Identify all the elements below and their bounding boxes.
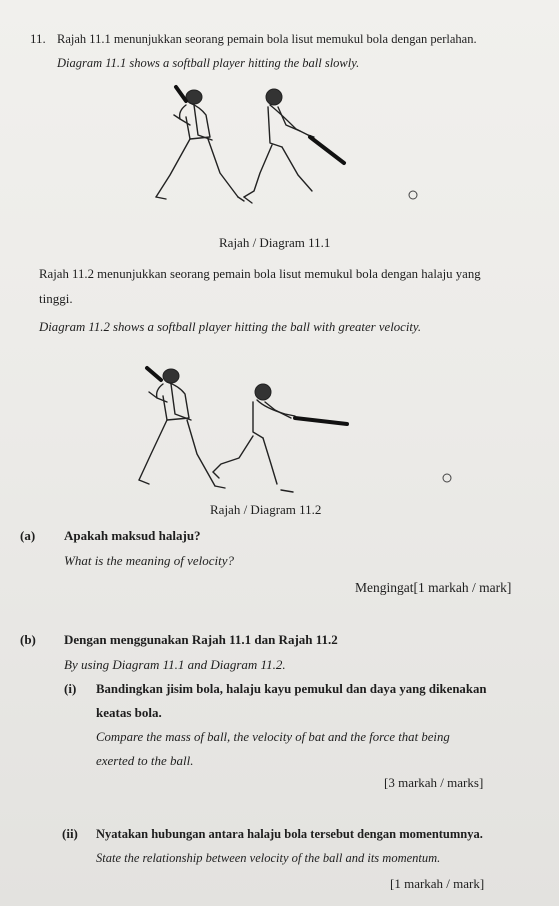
diagram-11-2-figure <box>135 362 465 497</box>
batter-stance-figure <box>156 87 244 201</box>
batter-stance-figure-2 <box>139 368 225 488</box>
part-a-marks: Mengingat[1 markah / mark] <box>355 580 512 595</box>
part-b-ii-marks: [1 markah / mark] <box>390 876 485 891</box>
part-b-i-marks: [3 markah / marks] <box>384 775 484 790</box>
diagram-11-2-intro-en: Diagram 11.2 shows a softball player hitting the ball with greater velocity. <box>39 320 422 334</box>
part-b-i-label: (i) <box>64 681 77 696</box>
diagram-11-2-intro-ms-line1: Rajah 11.2 menunjukkan seorang pemain bola lisut memukul bola dengan halaju yang <box>39 267 481 281</box>
ball-icon <box>409 191 417 199</box>
part-b-label: (b) <box>20 632 36 647</box>
part-b-i-ms-line2: keatas bola. <box>96 705 162 720</box>
part-b-i-ms-line1: Bandingkan jisim bola, halaju kayu pemukul dan daya yang dikenakan <box>96 682 487 696</box>
part-a-question-ms: Apakah maksud halaju? <box>64 528 201 543</box>
part-b-intro-ms: Dengan menggunakan Rajah 11.1 dan Rajah 11.2 <box>64 632 338 647</box>
question-intro-ms: Rajah 11.1 menunjukkan seorang pemain bola lisut memukul bola dengan perlahan. <box>57 32 477 46</box>
ball-icon-2 <box>443 474 451 482</box>
part-b-i-en-line1: Compare the mass of ball, the velocity of bat and the force that being <box>96 730 450 744</box>
question-number: 11. <box>30 31 46 46</box>
part-b-ii-label: (ii) <box>62 826 78 841</box>
part-a-question-en: What is the meaning of velocity? <box>64 553 235 568</box>
part-b-ii-ms: Nyatakan hubungan antara halaju bola tersebut dengan momentumnya. <box>96 827 483 841</box>
part-b-intro-en: By using Diagram 11.1 and Diagram 11.2. <box>64 657 286 672</box>
question-intro-en: Diagram 11.1 shows a softball player hitting the ball slowly. <box>57 56 360 70</box>
part-b-ii-en: State the relationship between velocity of the ball and its momentum. <box>96 851 441 865</box>
diagram-11-1-caption: Rajah / Diagram 11.1 <box>219 235 331 250</box>
diagram-11-1-figure <box>150 85 450 220</box>
diagram-11-2-caption: Rajah / Diagram 11.2 <box>210 502 322 517</box>
part-a-label: (a) <box>20 528 36 543</box>
part-b-i-en-line2: exerted to the ball. <box>96 753 194 768</box>
batter-swing-figure-2 <box>213 384 347 492</box>
batter-swing-figure <box>244 89 344 203</box>
diagram-11-2-intro-ms-line2: tinggi. <box>39 291 73 306</box>
